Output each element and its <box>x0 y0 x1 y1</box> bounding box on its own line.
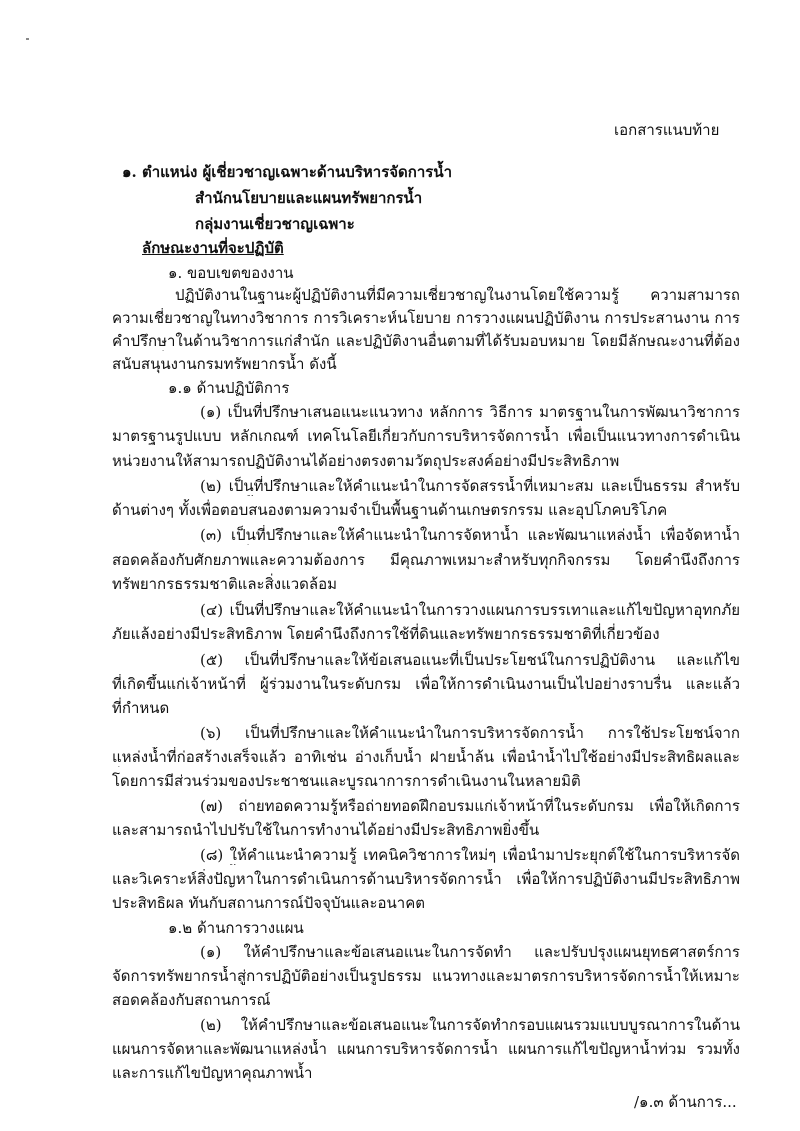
item-line: และการแก้ไขปัญหาคุณภาพน้ำ <box>112 1064 313 1082</box>
intro-line: สนับสนุนงานกรมทรัพยากรน้ำ ดังนี้ <box>112 355 337 373</box>
item-line: (๕) เป็นที่ปรึกษาและให้ข้อเสนอแนะที่เป็นประโยชน์ในการปฏิบัติงาน และแก้ไข <box>200 651 740 669</box>
item-line: สอดคล้องกับศักยภาพและความต้องการ มีคุณภาพเหมาะสำหรับทุกกิจกรรม โดยคำนึงถึงการ <box>112 551 740 569</box>
continuation-marker: /๑.๓ ด้านการ... <box>634 1093 737 1111</box>
intro-line: คำปรึกษาในด้านวิชาการแก่สำนัก และปฏิบัติงานอื่นตามที่ได้รับมอบหมาย โดยมีลักษณะงานที่ต้อง <box>112 332 740 350</box>
item-line: ภัยแล้งอย่างมีประสิทธิภาพ โดยคำนึงถึงการใช้ที่ดินและทรัพยากรธรรมชาติที่เกี่ยวข้อง <box>112 625 660 643</box>
section-1-1-heading: ๑.๑ ด้านปฏิบัติการ <box>168 379 290 397</box>
item-line: (๓) เป็นที่ปรึกษาและให้คำแนะนำในการจัดหาน้ำ และพัฒนาแหล่งน้ำ เพื่อจัดหาน้ำ <box>200 526 740 544</box>
item-line: (๑) เป็นที่ปรึกษาเสนอแนะแนวทาง หลักการ วิธีการ มาตรฐานในการพัฒนาวิชาการ <box>200 403 740 421</box>
item-line: (๒) ให้คำปรึกษาและข้อเสนอแนะในการจัดทำกรอบแผนรวมแบบบูรณาการในด้าน <box>200 1016 740 1034</box>
item-line: และสามารถนำไปปรับใช้ในการทำงานได้อย่างมีประสิทธิภาพยิ่งขึ้น <box>112 821 540 839</box>
item-line: ด้านต่างๆ ทั้งเพื่อตอบสนองตามความจำเป็นพื้นฐานด้านเกษตรกรรม และอุปโภคบริโภค <box>112 501 668 519</box>
item-line: แผนการจัดหาและพัฒนาแหล่งน้ำ แผนการบริหารจัดการน้ำ แผนการแก้ไขปัญหาน้ำท่วม รวมทั้ง <box>112 1040 740 1058</box>
item-line: โดยการมีส่วนร่วมของประชาชนและบูรณาการการดำเนินงานในหลายมิติ <box>112 772 581 790</box>
item-line: (๑) ให้คำปรึกษาและข้อเสนอแนะในการจัดทำ และปรับปรุงแผนยุทธศาสตร์การ <box>200 943 740 961</box>
item-line: และวิเคราะห์สิ่งปัญหาในการดำเนินการด้านบริหารจัดการน้ำ เพื่อให้การปฏิบัติงานมีประสิทธิภาพ <box>112 870 740 888</box>
intro-line: ความเชี่ยวชาญในทางวิชาการ การวิเคราะห์นโยบาย การวางแผนปฏิบัติงาน การประสานงาน การ <box>112 309 740 327</box>
item-line: (๒) เป็นที่ปรึกษาและให้คำแนะนำในการจัดสรรน้ำที่เหมาะสม และเป็นธรรม สำหรับ <box>200 477 740 495</box>
item-line: (๖) เป็นที่ปรึกษาและให้คำแนะนำในการบริหารจัดการน้ำ การใช้ประโยชน์จาก <box>200 724 740 742</box>
scope-heading: ๑. ขอบเขตของงาน <box>168 264 294 282</box>
item-line: (๔) เป็นที่ปรึกษาและให้คำแนะนำในการวางแผนการบรรเทาและแก้ไขปัญหาอุทกภัย <box>200 601 740 619</box>
position-heading: ๑. ตำแหน่ง ผู้เชี่ยวชาญเฉพาะด้านบริหารจัดการน้ำ <box>122 163 453 181</box>
item-line: (๘) ให้คำแนะนำความรู้ เทคนิควิชาการใหม่ๆ เพื่อนำมาประยุกต์ใช้ในการบริหารจัด <box>200 846 740 864</box>
attachment-note: เอกสารแนบท้าย <box>614 121 720 139</box>
item-line: ที่เกิดขึ้นแก่เจ้าหน้าที่ ผู้ร่วมงานในระดับกรม เพื่อให้การดำเนินงานเป็นไปอย่างราบรื่น และแล้ว <box>112 675 740 693</box>
item-line: ประสิทธิผล ทันกับสถานการณ์ปัจจุบันและอนาคต <box>112 894 425 912</box>
item-line: ทรัพยากรธรรมชาติและสิ่งแวดล้อม <box>112 575 337 593</box>
item-line: สอดคล้องกับสถานการณ์ <box>112 991 271 1009</box>
scan-speck <box>26 38 29 40</box>
item-line: หน่วยงานให้สามารถปฏิบัติงานได้อย่างตรงตามวัตถุประสงค์อย่างมีประสิทธิภาพ <box>112 452 620 470</box>
item-line: มาตรฐานรูปแบบ หลักเกณฑ์ เทคโนโลยีเกี่ยวกับการบริหารจัดการน้ำ เพื่อเป็นแนวทางการดำเนิน <box>112 427 740 445</box>
item-line: แหล่งน้ำที่ก่อสร้างเสร็จแล้ว อาทิเช่น อ่างเก็บน้ำ ฝายน้ำล้น เพื่อนำน้ำไปใช้อย่างมีประสิทธิผลและ <box>112 748 740 766</box>
duty-title: ลักษณะงานที่จะปฏิบัติ <box>142 239 284 257</box>
section-1-2-heading: ๑.๒ ด้านการวางแผน <box>168 919 304 937</box>
group-name: กลุ่มงานเชี่ยวชาญเฉพาะ <box>195 215 355 233</box>
item-line: ที่กำหนด <box>112 699 170 717</box>
item-line: (๗) ถ่ายทอดความรู้หรือถ่ายทอดฝึกอบรมแก่เจ้าหน้าที่ในระดับกรม เพื่อให้เกิดการ <box>200 797 740 815</box>
intro-line: ปฏิบัติงานในฐานะผู้ปฏิบัติงานที่มีความเชี่ยวชาญในงานโดยใช้ความรู้ ความสามารถ <box>175 286 740 304</box>
bureau-name: สำนักนโยบายและแผนทรัพยากรน้ำ <box>195 189 423 207</box>
item-line: จัดการทรัพยากรน้ำสู่การปฏิบัติอย่างเป็นรูปธรรม แนวทางและมาตรการบริหารจัดการน้ำให้เหมาะ <box>112 967 740 985</box>
